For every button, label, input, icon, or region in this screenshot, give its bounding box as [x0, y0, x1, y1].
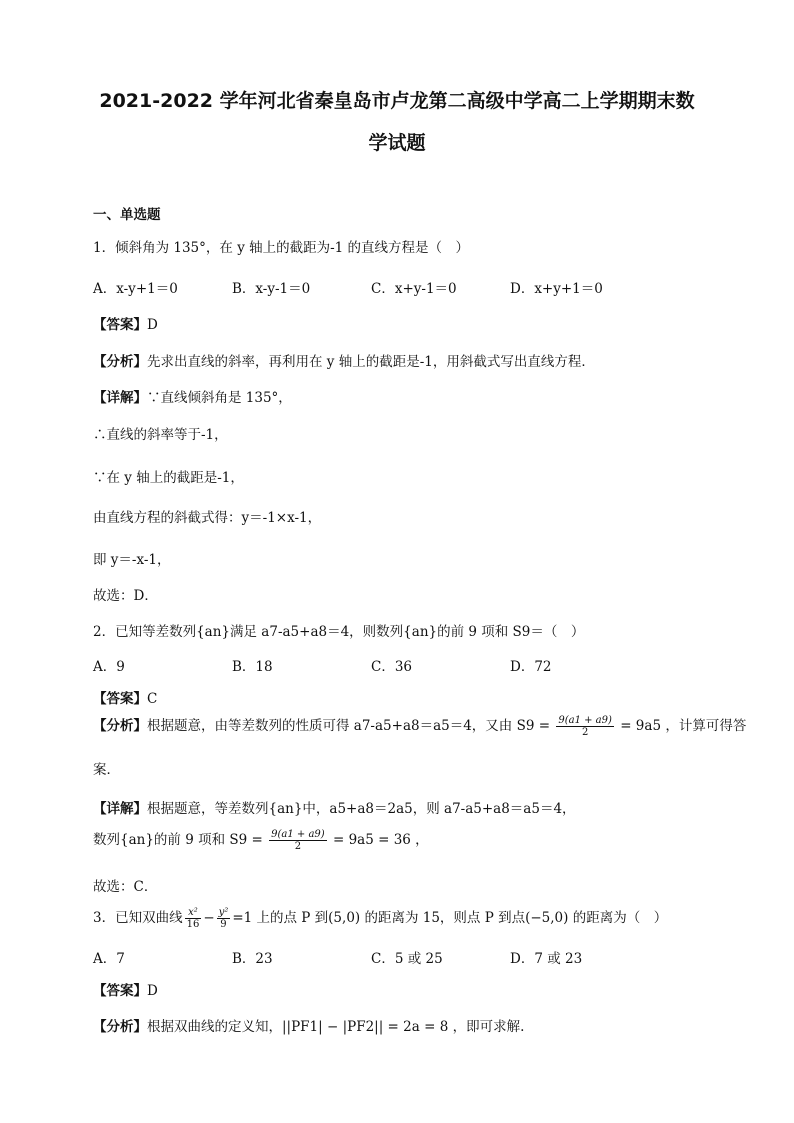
- question-1-option-c: C．x+y-1＝0: [371, 281, 457, 297]
- question-1-detail-line-1: [93, 386, 292, 406]
- question-3-answer: [93, 979, 158, 999]
- analysis-text: 先求出直线的斜率，再利用在 y 轴上的截距是-1，用斜截式写出直线方程．: [147, 354, 595, 370]
- minus-sign: −: [203, 910, 215, 926]
- detail-text-cont: = 9a5 = 36 ，: [332, 832, 429, 848]
- question-1-detail-line-2: ∴直线的斜率等于-1，: [93, 427, 228, 443]
- answer-tag: 【答案】: [93, 317, 147, 333]
- stem-text: 3．已知双曲线: [93, 910, 183, 926]
- question-3-option-d: D．7 或 23: [510, 951, 583, 967]
- detail-tag: 【详解】: [93, 801, 147, 817]
- question-1-detail-line-3: ∵在 y 轴上的截距是-1，: [93, 470, 244, 486]
- question-2-option-b: B．18: [232, 659, 273, 675]
- fraction-numerator: 9(a1 + a9): [558, 714, 612, 726]
- detail-text: 数列{an}的前 9 项和 S9 =: [93, 832, 263, 848]
- question-2-option-d: D．72: [510, 659, 552, 675]
- answer-value: D: [147, 317, 158, 333]
- document-title-line-2: 学试题: [368, 132, 426, 154]
- question-3-stem: [93, 906, 667, 931]
- sum-formula-fraction: [269, 829, 327, 853]
- question-1-option-d: D．x+y+1＝0: [510, 281, 603, 297]
- question-1-detail-line-6: 故选：D．: [93, 588, 158, 604]
- question-3-option-c: C．5 或 25: [371, 951, 443, 967]
- question-1-detail-line-4: 由直线方程的斜截式得：y＝-1×x-1，: [93, 510, 322, 526]
- detail-text: ∵直线倾斜角是 135°，: [147, 390, 292, 406]
- detail-tag: 【详解】: [93, 390, 147, 406]
- document-title-line-1: 2021-2022 学年河北省秦皇岛市卢龙第二高级中学高二上学期期末数: [99, 90, 695, 112]
- analysis-text-cont: = 9a5 ，计算可得答: [620, 718, 747, 734]
- question-3-option-a: A．7: [93, 951, 125, 967]
- fraction-numerator: 9(a1 + a9): [271, 828, 325, 840]
- analysis-tag: 【分析】: [93, 1019, 147, 1035]
- section-heading: 一、单选题: [93, 207, 161, 223]
- stem-text-cont: =1 上的点 P 到(5,0) 的距离为 15，则点 P 到点(−5,0) 的距离为（ ）: [232, 910, 668, 926]
- question-1-analysis: [93, 350, 595, 370]
- answer-value: C: [147, 691, 158, 707]
- fraction-numerator: y²: [218, 906, 229, 918]
- question-3-option-b: B．23: [232, 951, 273, 967]
- analysis-tag: 【分析】: [93, 354, 147, 370]
- answer-value: D: [147, 983, 158, 999]
- question-2-detail-line-3: 故选：C．: [93, 879, 158, 895]
- detail-text: 根据题意，等差数列{an}中，a5+a8＝2a5，则 a7-a5+a8＝a5＝4，: [147, 801, 576, 817]
- analysis-text: 根据双曲线的定义知，||PF1| − |PF2|| = 2a = 8 ，即可求解.: [147, 1019, 525, 1035]
- sum-formula-fraction: [556, 715, 614, 739]
- question-3-analysis: [93, 1015, 524, 1035]
- analysis-tag: 【分析】: [93, 718, 147, 734]
- question-1-option-b: B．x-y-1＝0: [232, 281, 311, 297]
- question-2-analysis-wrap: 案．: [93, 762, 120, 778]
- hyperbola-y-term: [217, 907, 231, 931]
- question-2-analysis: [93, 714, 746, 739]
- hyperbola-x-term: [185, 907, 202, 931]
- question-2-answer: [93, 687, 157, 707]
- answer-tag: 【答案】: [93, 691, 147, 707]
- fraction-denominator: 9: [220, 919, 227, 930]
- analysis-text: 根据题意，由等差数列的性质可得 a7-a5+a8＝a5＝4，又由 S9 =: [147, 718, 551, 734]
- question-2-option-c: C．36: [371, 659, 413, 675]
- question-2-detail-line-1: [93, 797, 576, 817]
- question-1-option-a: A．x-y+1＝0: [93, 281, 178, 297]
- fraction-denominator: 2: [581, 727, 589, 738]
- fraction-denominator: 2: [294, 841, 302, 852]
- question-2-option-a: A．9: [93, 659, 125, 675]
- fraction-numerator: x²: [185, 907, 202, 920]
- fraction-denominator: 16: [186, 919, 200, 930]
- question-1-answer: [93, 313, 158, 333]
- question-1-stem: 1．倾斜角为 135°，在 y 轴上的截距为-1 的直线方程是（ ）: [93, 240, 470, 256]
- question-2-detail-line-2: [93, 828, 429, 853]
- answer-tag: 【答案】: [93, 983, 147, 999]
- question-1-detail-line-5: 即 y＝-x-1，: [93, 552, 171, 568]
- question-2-stem: 2．已知等差数列{an}满足 a7-a5+a8＝4，则数列{an}的前 9 项和 S9＝（ ）: [93, 624, 585, 640]
